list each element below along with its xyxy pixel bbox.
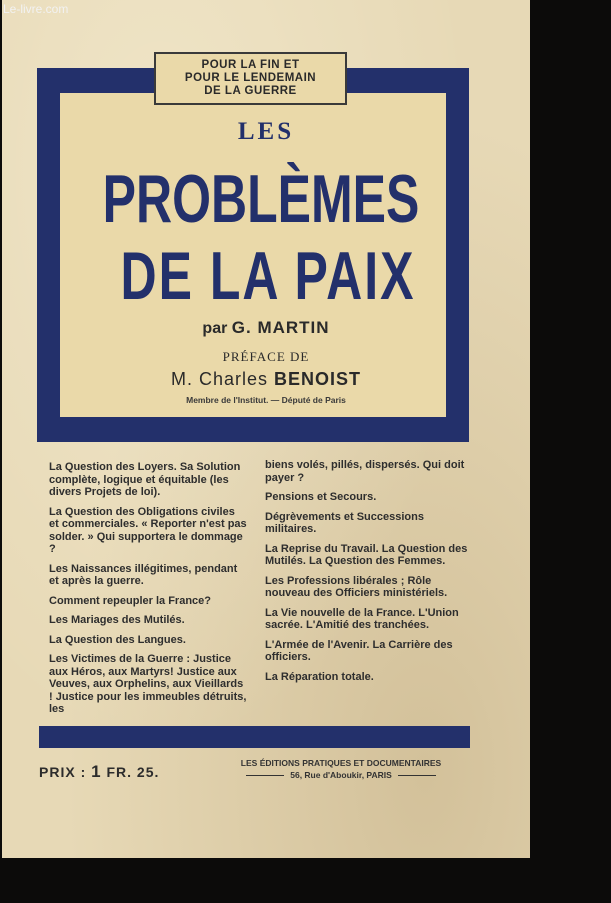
preface-label: PRÉFACE DE <box>222 349 310 364</box>
contents-right-column <box>265 459 473 690</box>
contents-item: L'Armée de l'Avenir. La Carrière des officiers. <box>265 638 453 663</box>
contents-left-column <box>49 461 247 723</box>
price-label: PRIX : <box>39 764 87 780</box>
subtitle-line-3: DE LA GUERRE <box>204 85 297 97</box>
subtitle-line-2: POUR LE LENDEMAIN <box>184 72 317 84</box>
rule-right <box>398 775 436 776</box>
author-par: par <box>202 320 228 337</box>
contents-item: La Réparation totale. <box>265 670 374 683</box>
contents-item: Les Victimes de la Guerre : Justice aux Héros, aux Martyrs! Justice aux Veuves, aux Orphelins, aux Vieillards ! Justice pour les immeubles détruits, les <box>49 653 247 715</box>
subtitle-line-1: POUR LA FIN ET <box>201 59 300 71</box>
watermark: Le-livre.com <box>3 2 69 16</box>
preface-credentials: Membre de l'Institut. — Député de Paris <box>186 395 346 405</box>
contents-item: Les Naissances illégitimes, pendant et après la guerre. <box>49 562 238 587</box>
contents-item: Les Mariages des Mutilés. <box>49 614 185 626</box>
subtitle-box <box>154 52 347 105</box>
title-line-2: DE LA PAIX <box>120 238 416 314</box>
preface-author-first: M. Charles <box>170 369 268 389</box>
price-one: 1 <box>91 762 102 781</box>
contents-item: Pensions et Secours. <box>265 491 377 503</box>
contents-item: biens volés, pillés, dispersés. Qui doit payer ? <box>265 459 465 484</box>
contents-item: La Vie nouvelle de la France. L'Union sacrée. L'Amitié des tranchées. <box>265 606 459 631</box>
contents-item: Comment repeupler la France? <box>49 594 211 607</box>
price <box>39 762 159 782</box>
contents-item: Dégrèvements et Successions militaires. <box>265 510 424 535</box>
publisher-address-line <box>210 769 472 781</box>
preface-author-last: BENOIST <box>274 369 362 389</box>
publisher-address: 56, Rue d'Aboukir, PARIS <box>290 770 392 780</box>
title-line-1: PROBLÈMES <box>102 161 420 237</box>
title-les: LES <box>237 118 295 145</box>
blue-band <box>39 726 470 748</box>
contents-item: La Reprise du Travail. La Question des Mutilés. La Question des Femmes. <box>265 542 468 567</box>
author-name: G. MARTIN <box>231 318 330 337</box>
publisher-name: LES ÉDITIONS PRATIQUES ET DOCUMENTAIRES <box>240 758 442 768</box>
contents-item: La Question des Loyers. Sa Solution complète, logique et équitable (les divers Projets de loi). <box>49 461 241 498</box>
book-cover <box>2 0 530 858</box>
rule-left <box>246 775 284 776</box>
publisher <box>210 757 472 781</box>
contents-item: La Question des Obligations civiles et commerciales. « Reporter n'est pas solder. » Qui supportera le dommage ? <box>49 505 247 555</box>
contents-item: Les Professions libérales ; Rôle nouveau des Officiers ministériels. <box>265 574 448 599</box>
contents-item: La Question des Langues. <box>49 633 186 646</box>
preface-author <box>2 369 530 390</box>
author <box>2 318 530 338</box>
price-rest: FR. 25. <box>106 764 160 780</box>
